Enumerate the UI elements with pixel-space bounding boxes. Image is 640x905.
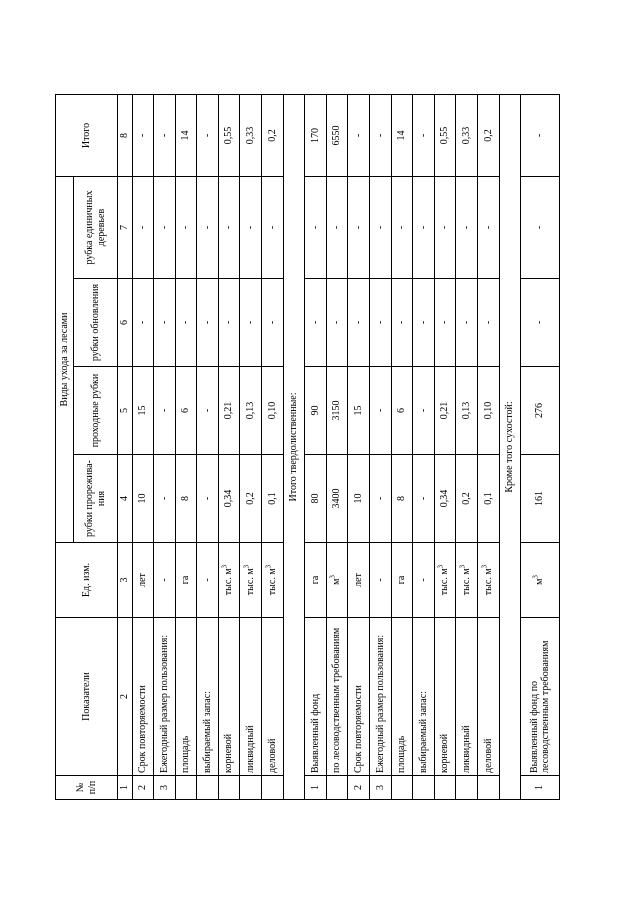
colnum: 8: [118, 95, 133, 177]
table-row: [305, 95, 327, 800]
unit-text: тыс. м: [266, 568, 278, 596]
row-value: -: [370, 455, 392, 543]
table-row: [391, 95, 413, 800]
row-indicator: выбираемый запас:: [197, 618, 219, 776]
row-value: 0,1: [478, 455, 500, 543]
rotated-page: [55, 95, 560, 800]
colnum: 6: [118, 279, 133, 367]
row-value: 0,13: [456, 367, 478, 455]
row-unit: [154, 543, 176, 618]
row-value: -: [132, 177, 154, 279]
row-value: 0,13: [240, 367, 262, 455]
row-value: 10: [132, 455, 154, 543]
row-value: 170: [305, 95, 327, 177]
colnum: 5: [118, 367, 133, 455]
row-unit: [521, 543, 560, 618]
table-row: [478, 95, 500, 800]
row-value: 0,1: [262, 455, 284, 543]
row-indicator: деловой: [478, 618, 500, 776]
unit-superscript: 3: [532, 575, 541, 579]
row-value: -: [326, 279, 348, 367]
unit-text: лет: [353, 573, 365, 587]
row-indicator: Ежегодный размер пользования:: [154, 618, 176, 776]
row-value: -: [197, 455, 219, 543]
row-unit: [391, 543, 413, 618]
row-number: 1: [305, 776, 327, 800]
row-value: -: [154, 367, 176, 455]
row-number: [240, 776, 262, 800]
table-row: [154, 95, 176, 800]
row-indicator: площадь: [175, 618, 197, 776]
row-value: -: [370, 279, 392, 367]
row-indicator: Срок повторяемости: [132, 618, 154, 776]
row-value: -: [456, 279, 478, 367]
row-indicator: Выявленный фонд: [305, 618, 327, 776]
row-indicator: Выявленный фонд по лесоводственным требованиям: [521, 618, 560, 776]
table-row: [175, 95, 197, 800]
row-value: -: [478, 279, 500, 367]
unit-text: м: [331, 578, 343, 585]
row-value: 161: [521, 455, 560, 543]
row-value: 0,34: [218, 455, 240, 543]
header-single: рубка единичных деревьев: [74, 177, 118, 279]
block-3: [521, 95, 560, 800]
row-value: 0,10: [262, 367, 284, 455]
row-number: 3: [370, 776, 392, 800]
row-value: -: [154, 455, 176, 543]
unit-text: га: [309, 575, 321, 585]
row-value: -: [456, 177, 478, 279]
row-value: -: [197, 279, 219, 367]
row-value: -: [391, 177, 413, 279]
unit-superscript: 3: [264, 564, 273, 569]
row-number: [218, 776, 240, 800]
table-row: [132, 95, 154, 800]
row-value: -: [154, 95, 176, 177]
row-value: -: [175, 177, 197, 279]
header-unit: Ед. изм.: [56, 543, 118, 618]
row-value: -: [521, 177, 560, 279]
section-title-deadwood: Кроме того сухостой:: [499, 95, 521, 800]
row-value: 6: [391, 367, 413, 455]
row-value: -: [175, 279, 197, 367]
row-value: 6: [175, 367, 197, 455]
row-unit: [305, 543, 327, 618]
unit-text: лет: [137, 573, 149, 587]
row-number: [434, 776, 456, 800]
row-number: 3: [154, 776, 176, 800]
table-row: [348, 95, 370, 800]
colnum: 1: [118, 776, 133, 800]
unit-text: -: [201, 578, 213, 582]
row-value: 15: [132, 367, 154, 455]
section-row: [283, 95, 305, 800]
row-number: 2: [132, 776, 154, 800]
row-indicator: по лесоводственным требованиям: [326, 618, 348, 776]
row-value: -: [197, 95, 219, 177]
table-row: [218, 95, 240, 800]
row-value: -: [197, 367, 219, 455]
unit-text: -: [374, 578, 386, 582]
row-unit: [197, 543, 219, 618]
section-title-hardwood: Итого твердолиственные:: [283, 95, 305, 800]
column-numbers-row: [118, 95, 133, 800]
unit-text: м: [534, 578, 546, 585]
row-value: 0,2: [478, 95, 500, 177]
row-indicator: ликвидный: [456, 618, 478, 776]
header-care-types: Виды ухода за лесами: [56, 177, 74, 543]
row-value: -: [154, 177, 176, 279]
row-value: -: [240, 279, 262, 367]
header-passage: проходные рубки: [74, 367, 118, 455]
row-value: -: [262, 177, 284, 279]
header-num: № п/п: [56, 776, 118, 800]
row-value: 10: [348, 455, 370, 543]
row-unit: [348, 543, 370, 618]
row-number: [391, 776, 413, 800]
row-number: [478, 776, 500, 800]
row-unit: [370, 543, 392, 618]
row-value: -: [262, 279, 284, 367]
row-value: 90: [305, 367, 327, 455]
row-value: -: [521, 279, 560, 367]
colnum: 7: [118, 177, 133, 279]
row-value: -: [218, 177, 240, 279]
row-indicator: деловой: [262, 618, 284, 776]
row-value: -: [154, 279, 176, 367]
unit-superscript: 3: [437, 564, 446, 569]
row-value: -: [305, 177, 327, 279]
unit-text: -: [158, 578, 170, 582]
row-value: -: [391, 279, 413, 367]
row-number: [413, 776, 435, 800]
unit-text: тыс. м: [223, 568, 235, 596]
row-value: -: [370, 367, 392, 455]
unit-superscript: 3: [242, 564, 251, 569]
unit-text: га: [396, 575, 408, 585]
unit-text: тыс. м: [482, 568, 494, 596]
forest-care-table: [55, 94, 560, 800]
row-indicator: ликвидный: [240, 618, 262, 776]
row-indicator: Срок повторяемости: [348, 618, 370, 776]
row-unit: [326, 543, 348, 618]
row-value: -: [413, 279, 435, 367]
table-row: [262, 95, 284, 800]
unit-text: га: [180, 575, 192, 585]
row-value: -: [434, 177, 456, 279]
unit-superscript: 3: [329, 575, 338, 579]
row-value: 6550: [326, 95, 348, 177]
table-row: [456, 95, 478, 800]
block-2: [305, 95, 499, 800]
row-value: -: [240, 177, 262, 279]
table-row: [240, 95, 262, 800]
header-thinning: рубки прорежива-ния: [74, 455, 118, 543]
row-value: 0,55: [218, 95, 240, 177]
row-value: -: [434, 279, 456, 367]
table-row: [413, 95, 435, 800]
row-value: 80: [305, 455, 327, 543]
row-value: 14: [391, 95, 413, 177]
row-value: -: [305, 279, 327, 367]
row-indicator: площадь: [391, 618, 413, 776]
row-value: -: [132, 95, 154, 177]
table-row: [197, 95, 219, 800]
row-unit: [218, 543, 240, 618]
row-value: 0,55: [434, 95, 456, 177]
row-number: [197, 776, 219, 800]
row-value: -: [413, 95, 435, 177]
unit-text: -: [417, 578, 429, 582]
row-unit: [262, 543, 284, 618]
table-row: [434, 95, 456, 800]
unit-text: тыс. м: [460, 568, 472, 596]
row-value: 8: [391, 455, 413, 543]
row-value: 14: [175, 95, 197, 177]
row-number: 1: [521, 776, 560, 800]
row-value: 0,10: [478, 367, 500, 455]
block-1: [132, 95, 283, 800]
row-value: 0,2: [262, 95, 284, 177]
colnum: 3: [118, 543, 133, 618]
row-number: [456, 776, 478, 800]
row-indicator: корневой: [434, 618, 456, 776]
row-value: 0,21: [218, 367, 240, 455]
row-value: -: [326, 177, 348, 279]
row-value: -: [413, 367, 435, 455]
section-row: [499, 95, 521, 800]
row-unit: [240, 543, 262, 618]
row-unit: [434, 543, 456, 618]
table-row: [326, 95, 348, 800]
row-value: 276: [521, 367, 560, 455]
row-unit: [175, 543, 197, 618]
row-indicator: Ежегодный размер пользования:: [370, 618, 392, 776]
row-value: -: [218, 279, 240, 367]
row-value: 8: [175, 455, 197, 543]
row-value: -: [197, 177, 219, 279]
row-number: [262, 776, 284, 800]
row-number: 2: [348, 776, 370, 800]
row-value: -: [132, 279, 154, 367]
row-value: -: [348, 279, 370, 367]
row-number: [326, 776, 348, 800]
row-indicator: корневой: [218, 618, 240, 776]
row-value: 0,21: [434, 367, 456, 455]
row-value: 0,33: [456, 95, 478, 177]
row-unit: [413, 543, 435, 618]
row-unit: [132, 543, 154, 618]
row-value: -: [348, 95, 370, 177]
unit-superscript: 3: [458, 564, 467, 569]
row-value: 3400: [326, 455, 348, 543]
row-value: -: [413, 177, 435, 279]
row-value: -: [478, 177, 500, 279]
unit-superscript: 3: [480, 564, 489, 569]
table-row: [521, 95, 560, 800]
header-renewal: рубки обновления: [74, 279, 118, 367]
row-unit: [456, 543, 478, 618]
unit-text: тыс. м: [245, 568, 257, 596]
colnum: 4: [118, 455, 133, 543]
row-value: -: [370, 177, 392, 279]
row-value: 3150: [326, 367, 348, 455]
row-value: 0,33: [240, 95, 262, 177]
unit-text: тыс. м: [439, 568, 451, 596]
header-indicators: Показатели: [56, 618, 118, 776]
row-number: [175, 776, 197, 800]
row-unit: [478, 543, 500, 618]
row-value: -: [521, 95, 560, 177]
row-value: 15: [348, 367, 370, 455]
row-value: -: [413, 455, 435, 543]
row-value: 0,34: [434, 455, 456, 543]
table-row: [370, 95, 392, 800]
row-value: 0,2: [240, 455, 262, 543]
row-value: -: [348, 177, 370, 279]
row-indicator: выбираемый запас:: [413, 618, 435, 776]
header-total: Итого: [56, 95, 118, 177]
unit-superscript: 3: [221, 564, 230, 569]
colnum: 2: [118, 618, 133, 776]
row-value: -: [370, 95, 392, 177]
row-value: 0,2: [456, 455, 478, 543]
